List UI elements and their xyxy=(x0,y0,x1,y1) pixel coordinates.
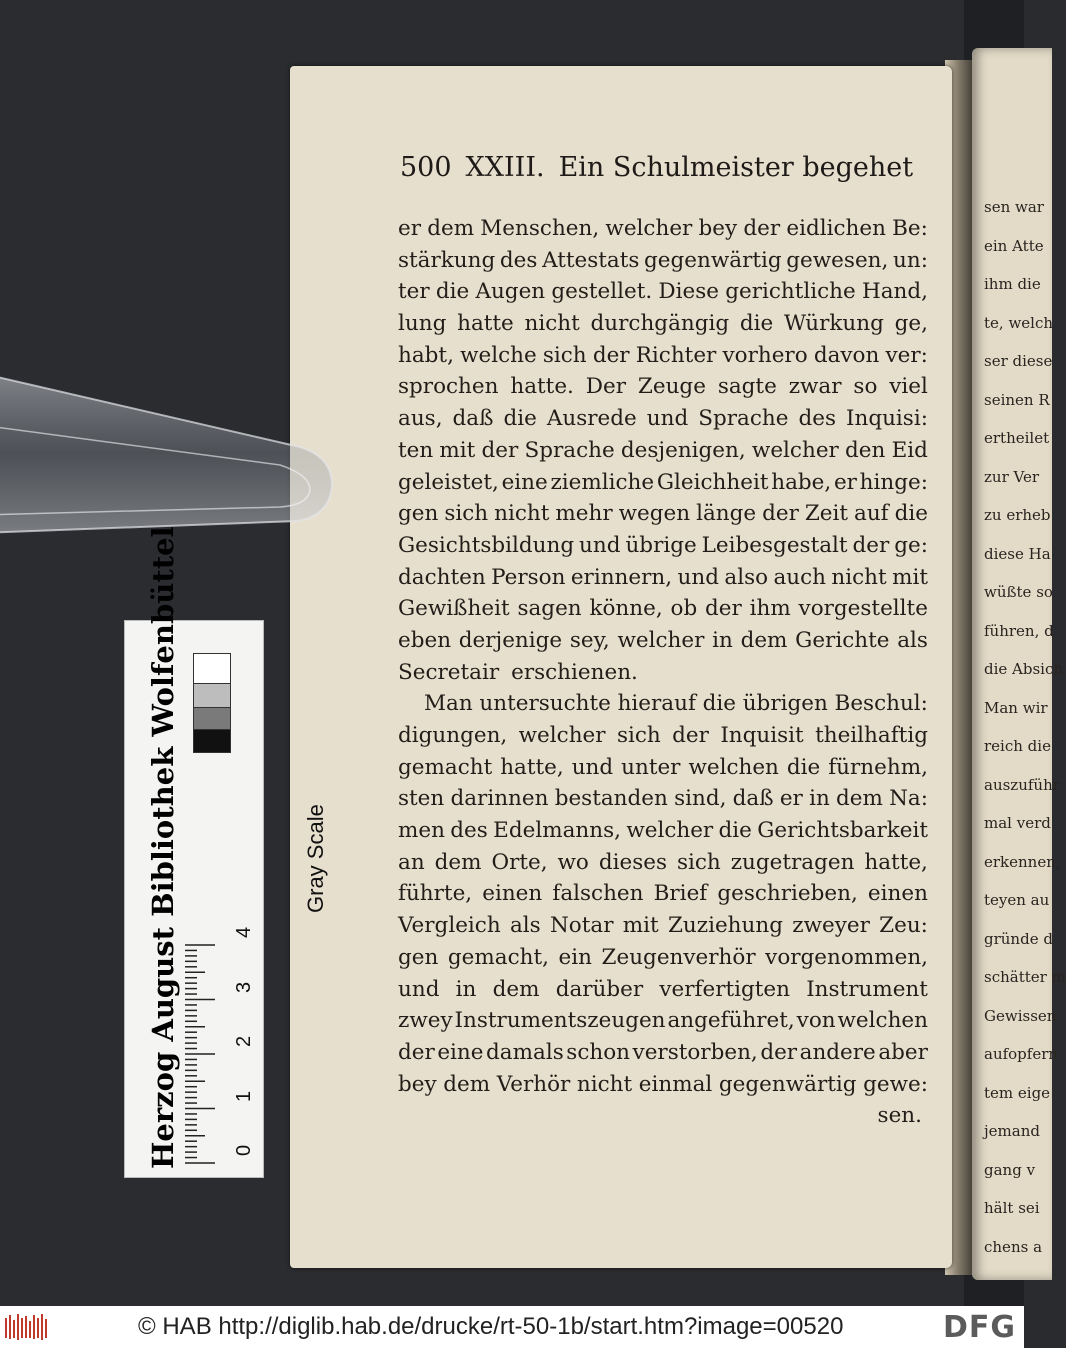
word: Ausrede xyxy=(546,406,637,432)
word: sprochen xyxy=(398,374,499,400)
word: Secretair xyxy=(398,659,500,685)
word: Brief xyxy=(653,881,708,907)
word: derjenige xyxy=(458,627,563,653)
next-page-fragment: chens a xyxy=(984,1237,1043,1256)
word: Zeu: xyxy=(879,913,928,939)
word: Man xyxy=(424,691,473,717)
word: auch xyxy=(773,564,827,590)
word: bestanden xyxy=(554,786,668,812)
word: hatte, xyxy=(864,849,928,875)
word: Leibesgestalt xyxy=(701,532,848,558)
word: vorhero xyxy=(722,342,808,368)
word: Gewißheit xyxy=(398,596,510,622)
swatch-light-gray xyxy=(193,683,231,709)
word: Zeugenverhör xyxy=(601,944,756,970)
word: dem xyxy=(443,1071,491,1097)
word: der xyxy=(852,532,890,558)
next-page-fragment: schätter m xyxy=(984,968,1066,986)
word: übrigen xyxy=(742,691,828,717)
word: Attestats xyxy=(542,247,640,273)
text-line xyxy=(398,311,928,343)
word: Inquisit xyxy=(720,723,804,748)
word: dem xyxy=(740,627,788,653)
word: nicht xyxy=(576,1071,633,1097)
word: schon xyxy=(566,1039,630,1065)
word: durchgängig xyxy=(590,311,730,337)
word: davon xyxy=(813,342,880,368)
text-line xyxy=(398,691,928,723)
page-body xyxy=(398,216,928,1135)
word: viel xyxy=(889,374,928,400)
word: der xyxy=(760,1039,798,1065)
text-line xyxy=(398,1040,928,1072)
word: also xyxy=(724,564,769,590)
word: wo xyxy=(557,849,589,875)
ruler-number-1: 1 xyxy=(233,1090,255,1102)
word: ge, xyxy=(894,311,928,337)
word: gemacht xyxy=(398,754,493,780)
word: erschienen. xyxy=(511,659,638,685)
word: hatte. xyxy=(510,374,574,400)
next-page-fragment: jemand xyxy=(984,1122,1040,1140)
word: der xyxy=(743,216,781,241)
word: der xyxy=(398,1039,435,1065)
word: so xyxy=(853,374,878,400)
word: digungen, xyxy=(398,723,508,748)
word: Der xyxy=(585,374,627,400)
ruler-title: Herzog August Bibliothek Wolfenbüttel xyxy=(146,526,180,1169)
next-page-fragment: die Absich xyxy=(984,660,1064,678)
word: vorgestellte xyxy=(798,596,928,622)
word: welchen xyxy=(688,754,779,780)
word: des xyxy=(499,247,538,273)
word: sten xyxy=(398,786,445,812)
word: Instrumentszeugen xyxy=(454,1008,666,1034)
text-line xyxy=(398,343,928,375)
next-page-fragment: te, welch xyxy=(984,313,1054,332)
word: Sprache xyxy=(698,406,789,432)
word: Richter xyxy=(635,342,717,368)
word: bey xyxy=(398,1071,437,1097)
word: Inquisi: xyxy=(845,406,928,432)
text-line xyxy=(398,850,928,882)
word: Orte, xyxy=(491,849,548,875)
word: übrige xyxy=(625,532,697,558)
word: Diese xyxy=(658,279,720,305)
word: gegenwärtig xyxy=(644,247,782,273)
word: Gesichtsbildung xyxy=(398,532,575,558)
word: hinge: xyxy=(859,469,928,495)
word: Edelmanns, xyxy=(493,818,621,844)
word: welcher xyxy=(518,723,606,748)
text-line xyxy=(398,596,928,628)
next-page-fragment: Gewissen xyxy=(984,1006,1057,1025)
word: gewe: xyxy=(863,1071,928,1097)
text-line xyxy=(398,374,928,406)
word: welcher xyxy=(626,818,714,844)
word: des xyxy=(450,818,488,844)
word: einmal xyxy=(638,1071,713,1097)
word: ob xyxy=(670,596,698,622)
word: ver: xyxy=(885,342,928,368)
word: ein xyxy=(558,944,592,970)
word: sey, xyxy=(569,627,610,653)
word: ten xyxy=(398,437,434,463)
word: Instrument xyxy=(806,976,928,1002)
word: ter xyxy=(398,279,430,305)
word: Be: xyxy=(892,216,928,241)
page-header xyxy=(400,152,914,183)
word: welchen xyxy=(837,1008,928,1034)
next-page-fragment: ser diese xyxy=(984,352,1053,370)
text-line xyxy=(398,438,928,470)
word: ziemliche xyxy=(550,469,655,495)
word: an xyxy=(398,849,425,875)
text-line xyxy=(398,533,928,565)
word: verstorben, xyxy=(632,1039,758,1065)
word: nicht xyxy=(494,501,550,527)
word: die xyxy=(702,691,736,717)
next-page-fragment: teyen au xyxy=(984,891,1050,909)
text-line xyxy=(398,1008,928,1040)
ruler-ticks xyxy=(183,931,253,1171)
word: daß xyxy=(452,406,494,432)
word: ihm xyxy=(749,596,791,622)
next-page-fragment: aufopfern xyxy=(984,1045,1059,1063)
text-line xyxy=(398,216,928,248)
word: Notar xyxy=(549,913,614,939)
footer-bar xyxy=(0,1306,1024,1348)
word: der xyxy=(672,723,709,748)
text-line xyxy=(398,279,928,311)
word: habt, xyxy=(398,342,454,368)
glass-page-holder xyxy=(0,365,340,540)
word: Gerichte xyxy=(795,627,890,653)
word: sich xyxy=(542,342,587,368)
swatch-black xyxy=(193,729,231,753)
word: und xyxy=(579,532,621,558)
word: angeführet, xyxy=(667,1008,795,1034)
text-line xyxy=(398,881,928,913)
swatch-mid-gray xyxy=(193,707,231,731)
word: unter xyxy=(621,754,681,780)
chapter-number: XXIII. xyxy=(465,152,545,183)
word: gerichtliche xyxy=(725,279,856,305)
next-page-fragment: gründe d xyxy=(984,929,1053,948)
word: von xyxy=(796,1008,836,1034)
word: ge: xyxy=(894,532,928,558)
text-line xyxy=(398,1103,928,1135)
word: sagte xyxy=(717,374,777,400)
word: fürnehm, xyxy=(828,754,928,780)
word: als xyxy=(897,627,928,653)
swatch-white xyxy=(193,653,231,685)
next-page-fragment: erkennen, xyxy=(984,852,1061,871)
next-page-fragment: auszuführ xyxy=(984,775,1060,794)
word: Person xyxy=(491,564,566,590)
word: Beschul: xyxy=(834,691,928,717)
word: und xyxy=(677,564,719,590)
word: Augen xyxy=(475,279,546,305)
word: mehr xyxy=(555,501,613,527)
word: einen xyxy=(482,881,543,907)
word: hatte, xyxy=(500,754,564,780)
word: Zeuge xyxy=(637,374,706,400)
word: Vergleich xyxy=(398,913,501,939)
word: vorgenommen, xyxy=(765,944,928,970)
word: Menschen, xyxy=(480,216,600,241)
text-line xyxy=(398,818,928,850)
barcode-icon xyxy=(4,1312,48,1342)
ruler-number-2: 2 xyxy=(233,1035,255,1047)
next-page-fragment: zur Ver xyxy=(984,467,1040,486)
next-page-fragment: ein Atte xyxy=(984,236,1044,255)
word: gegenwärtig xyxy=(718,1071,857,1097)
text-line xyxy=(398,470,928,502)
next-page-fragment: hält sei xyxy=(984,1199,1040,1217)
word: hatte xyxy=(457,311,514,337)
text-line xyxy=(398,723,928,755)
word: nicht xyxy=(524,311,580,337)
word: Verhör xyxy=(496,1071,571,1097)
word: geleistet, xyxy=(398,469,499,495)
word: länge xyxy=(696,501,757,527)
text-line xyxy=(398,406,928,438)
word: als xyxy=(509,913,541,939)
copyright-url[interactable]: © HAB http://diglib.hab.de/drucke/rt-50-1b/start.htm?image=00520 xyxy=(138,1313,844,1340)
word: die xyxy=(718,818,752,844)
word: Gleichheit xyxy=(656,469,769,495)
word: daß xyxy=(732,786,774,812)
word: aber xyxy=(878,1039,928,1065)
word: habe, xyxy=(771,469,832,495)
next-page-fragment: wüßte so xyxy=(984,583,1053,601)
word: dem xyxy=(427,216,475,241)
word: men xyxy=(398,818,445,844)
text-line xyxy=(398,786,928,818)
word: in xyxy=(809,786,830,812)
word: eine xyxy=(437,1039,484,1065)
word: Zeit xyxy=(804,501,849,527)
word: Gerichtsbarkeit xyxy=(757,818,928,844)
text-line xyxy=(398,660,928,692)
word: zwar xyxy=(788,374,842,400)
word: in xyxy=(712,627,733,653)
word: den xyxy=(845,437,886,463)
word: dachten xyxy=(398,564,486,590)
word: stärkung xyxy=(398,247,496,273)
word: geschrieben, xyxy=(717,881,858,907)
word: mit xyxy=(439,437,476,463)
next-page-fragment: zu erheb xyxy=(984,506,1051,524)
word: welcher xyxy=(617,627,705,653)
word: sagen xyxy=(517,596,582,622)
word: in xyxy=(455,976,477,1002)
text-line xyxy=(398,628,928,660)
word: Eid xyxy=(891,437,928,463)
next-page-fragment: diese Ha xyxy=(984,544,1051,563)
word: gewesen, xyxy=(786,247,889,273)
text-line xyxy=(398,755,928,787)
word: erinnern, xyxy=(570,564,673,590)
next-page-fragment: führen, d xyxy=(984,621,1054,640)
ruler-number-4: 4 xyxy=(233,926,255,938)
ruler-number-3: 3 xyxy=(233,981,255,993)
word: die xyxy=(894,501,928,527)
word: sind, xyxy=(674,786,727,812)
word: und xyxy=(646,406,689,432)
word: lung xyxy=(398,311,447,337)
next-page-fragment: Man wir xyxy=(984,698,1048,717)
text-line xyxy=(398,945,928,977)
word: die xyxy=(435,279,470,305)
word: theilhaftig xyxy=(815,723,928,748)
word: sen. xyxy=(877,1103,922,1129)
word: er xyxy=(398,216,422,241)
word: mit xyxy=(892,564,928,590)
word: des xyxy=(798,406,836,432)
running-title: Ein Schulmeister begehet xyxy=(558,152,914,183)
word: der xyxy=(592,342,630,368)
text-line xyxy=(398,501,928,533)
word: dem xyxy=(434,849,482,875)
ruler-number-0: 0 xyxy=(233,1144,255,1156)
next-page-fragment: sen war xyxy=(984,198,1044,216)
next-page-fragment: reich die xyxy=(984,737,1051,755)
word: einen xyxy=(867,881,928,907)
word: führte, xyxy=(398,881,473,907)
word: untersuchte xyxy=(479,691,611,717)
word: eben xyxy=(398,627,452,653)
word: Hand, xyxy=(861,279,928,305)
word: er xyxy=(833,469,857,495)
word: welche xyxy=(460,342,537,368)
word: falschen xyxy=(552,881,644,907)
word: nicht xyxy=(831,564,887,590)
word: der xyxy=(762,501,799,527)
text-line xyxy=(398,248,928,280)
word: könne, xyxy=(589,596,663,622)
word: gen xyxy=(398,944,439,970)
next-page-fragment: gang v xyxy=(984,1160,1036,1179)
word: Na: xyxy=(889,786,928,812)
word: hierauf xyxy=(617,691,696,717)
word: damals xyxy=(486,1039,564,1065)
dfg-logo: DFG xyxy=(942,1310,1016,1345)
book-page xyxy=(290,66,952,1268)
word: der xyxy=(705,596,742,622)
next-page-fragment: tem eige xyxy=(984,1083,1051,1102)
word: dem xyxy=(492,976,540,1002)
word: Würkung xyxy=(784,311,884,337)
word: gestellet. xyxy=(551,279,653,305)
word: darinnen xyxy=(450,786,549,812)
word: gen xyxy=(398,501,439,527)
word: der xyxy=(481,437,519,463)
word: die xyxy=(503,406,537,432)
gray-scale-ruler xyxy=(124,526,328,1178)
word: gemacht, xyxy=(447,944,549,970)
next-page-edge xyxy=(972,48,1066,1280)
word: zwey xyxy=(398,1008,453,1034)
text-line xyxy=(398,977,928,1009)
word: und xyxy=(398,976,440,1002)
word: und xyxy=(571,754,614,780)
word: er xyxy=(779,786,803,812)
word: dieses xyxy=(598,849,667,875)
word: andere xyxy=(799,1039,876,1065)
word: auf xyxy=(854,501,889,527)
next-page-fragment: mal verd xyxy=(984,814,1051,832)
word: dem xyxy=(836,786,883,812)
word: Sprache xyxy=(524,437,615,463)
word: mit xyxy=(622,913,659,939)
word: welcher xyxy=(751,437,839,463)
next-page-fragment: ertheilet xyxy=(984,429,1050,447)
text-line xyxy=(398,565,928,597)
word: die xyxy=(786,754,821,780)
word: welcher xyxy=(605,216,693,241)
word: desjenigen, xyxy=(620,437,746,463)
word: wegen xyxy=(618,501,691,527)
word: zugetragen xyxy=(730,849,855,875)
word: zweyer xyxy=(792,913,870,939)
word: verfertigten xyxy=(659,976,790,1002)
word: bey xyxy=(698,216,738,241)
word: aus, xyxy=(398,406,443,432)
word: sich xyxy=(444,501,489,527)
word: eidlichen xyxy=(786,216,886,241)
gray-scale-label: Gray Scale xyxy=(303,804,328,913)
next-page-fragment: seinen R xyxy=(984,390,1050,409)
next-page-fragment: ihm die xyxy=(984,275,1041,293)
word: un: xyxy=(893,247,928,273)
text-line xyxy=(398,913,928,945)
word: die xyxy=(739,311,774,337)
text-line xyxy=(398,1072,928,1104)
word: darüber xyxy=(555,976,644,1002)
word: sich xyxy=(676,849,721,875)
word: Zuziehung xyxy=(667,913,783,939)
word: eine xyxy=(501,469,548,495)
page-number: 500 xyxy=(400,152,452,183)
word: sich xyxy=(616,723,661,748)
